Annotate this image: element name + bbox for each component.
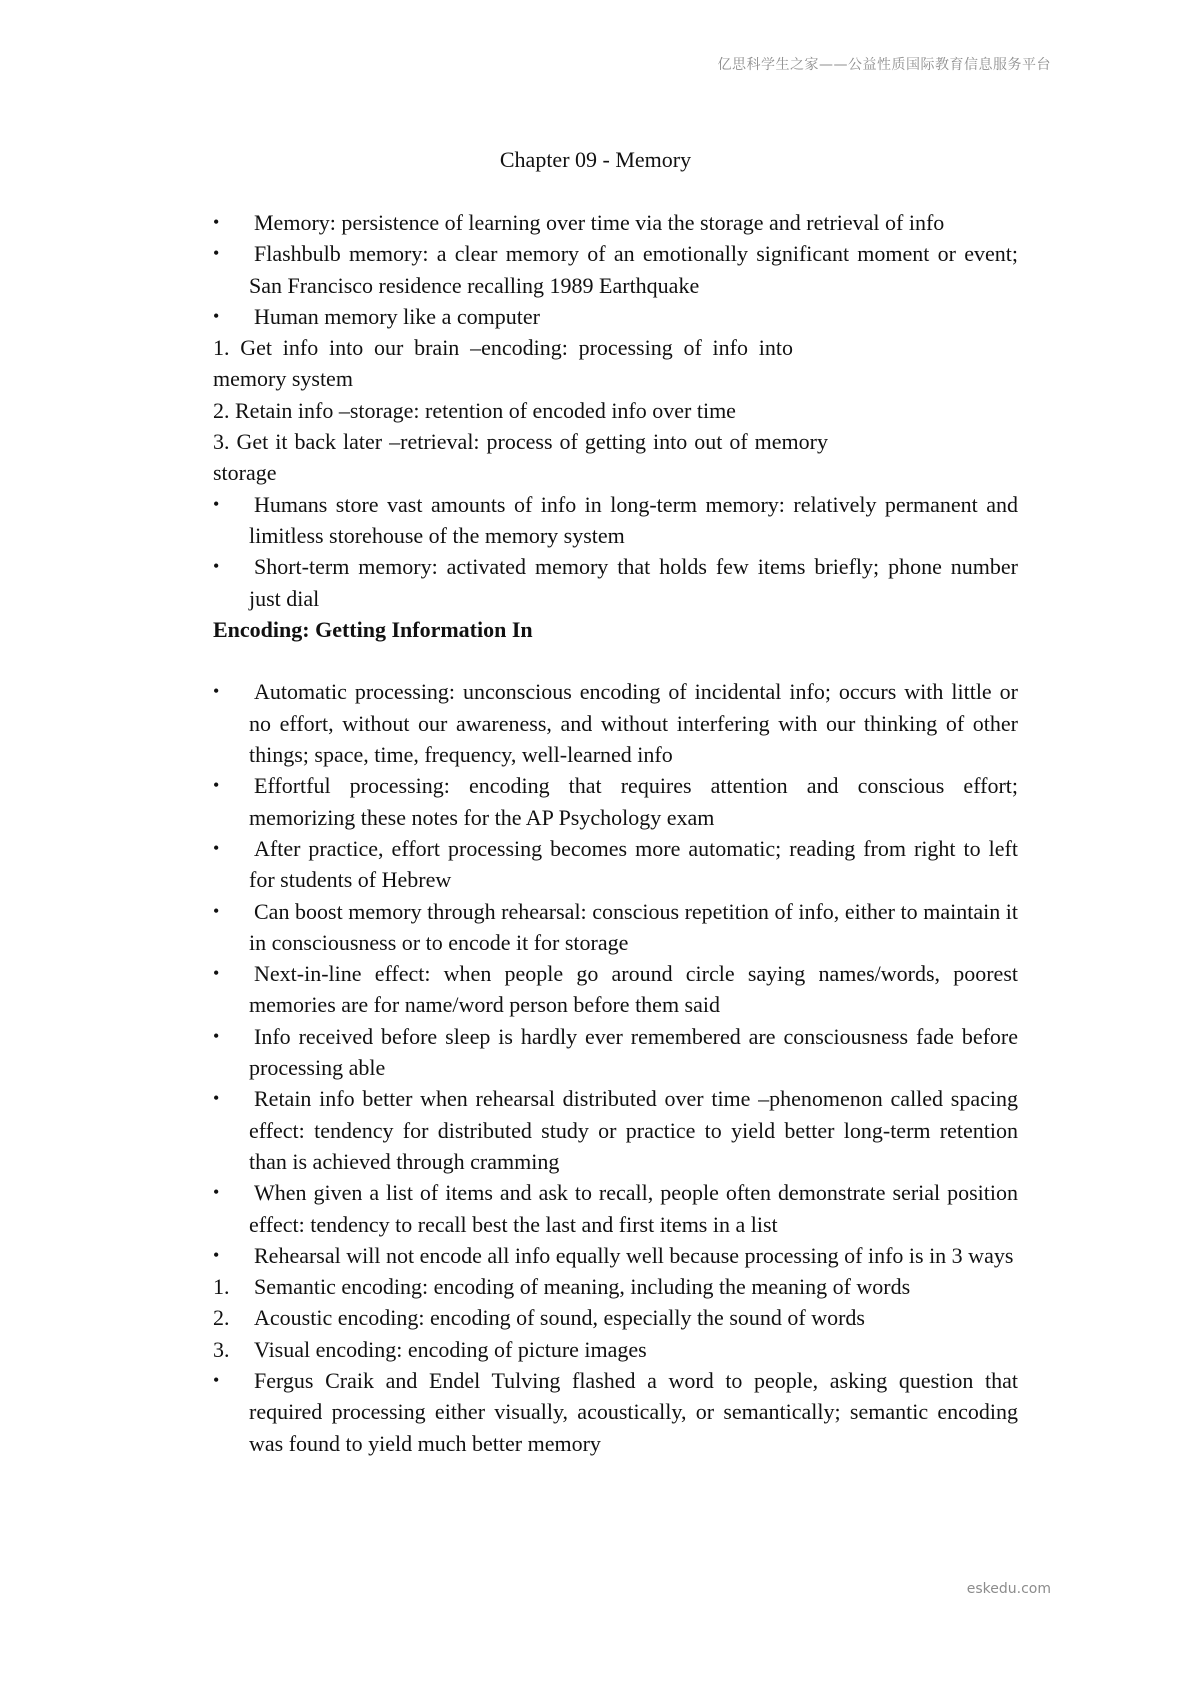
list-item-text: After practice, effort processing becomes more automatic; reading from right to left for students of Hebrew — [249, 835, 1018, 893]
list-item — [213, 1083, 1018, 1177]
bullet-marker: • — [213, 775, 220, 796]
list-item — [213, 1365, 1018, 1459]
list-number: 2. — [213, 1305, 230, 1331]
list-number: 1. — [213, 1274, 230, 1300]
list-item — [213, 833, 1018, 896]
list-item-text: Human memory like a computer — [254, 303, 540, 329]
list-item — [213, 551, 1018, 614]
list-item-text: Acoustic encoding: encoding of sound, especially the sound of words — [254, 1305, 865, 1331]
bullet-marker: • — [213, 212, 220, 232]
numbered-step: 1. Get info into our brain –encoding: processing of info into memory system — [213, 335, 793, 392]
bullet-marker: • — [213, 305, 220, 326]
bullet-marker: • — [213, 493, 220, 514]
document-title: Chapter 09 - Memory — [499, 147, 692, 172]
list-item-text: Effortful processing: encoding that requires attention and conscious effort; memorizing these notes for the AP Psychology exam — [249, 773, 1018, 830]
bullet-marker: • — [213, 963, 220, 984]
numbered-step: 2. Retain info –storage: retention of encoded info over time — [213, 397, 736, 423]
list-item-text: Humans store vast amounts of info in long-term memory: relatively permanent and limitless storehouse of the memory system — [249, 491, 1018, 548]
bullet-marker: • — [213, 1025, 220, 1046]
list-item — [213, 958, 1018, 1021]
bullet-marker: • — [213, 900, 220, 921]
list-item — [213, 1240, 1018, 1271]
list-item — [213, 770, 1018, 833]
bullet-marker: • — [213, 556, 220, 577]
numbered-step: 3. Get it back later –retrieval: process of getting into out of memory storage — [213, 429, 828, 486]
list-item-text: Visual encoding: encoding of picture images — [254, 1336, 647, 1362]
bullet-marker: • — [213, 681, 220, 702]
bullet-marker: • — [213, 1088, 220, 1109]
list-item-text: Automatic processing: unconscious encoding of incidental info; occurs with little or no effort, without our awareness, and without interfering with our thinking of other things; space, time, frequency, well-learned info — [249, 679, 1018, 768]
list-item-text: Semantic encoding: encoding of meaning, including the meaning of words — [254, 1274, 911, 1300]
bullet-marker: • — [213, 1182, 220, 1203]
list-item — [213, 1021, 1018, 1084]
bullet-marker: • — [213, 1244, 220, 1265]
header-site-text: 亿思科学生之家——公益性质国际教育信息服务平台 — [717, 57, 1051, 73]
list-item — [213, 489, 1018, 552]
list-item — [213, 1177, 1018, 1240]
bullet-marker: • — [213, 837, 220, 858]
bullet-marker: • — [213, 243, 220, 264]
list-item — [213, 238, 1018, 301]
section-heading: Encoding: Getting Information In — [213, 616, 533, 642]
list-item-text: Memory: persistence of learning over time via the storage and retrieval of info — [254, 210, 945, 235]
list-item — [213, 676, 1018, 770]
spacer — [213, 645, 1018, 676]
bullet-marker: • — [213, 1369, 220, 1390]
list-item — [213, 207, 1018, 238]
list-item-text: Flashbulb memory: a clear memory of an emotionally significant moment or event; San Francisco residence recalling 1989 Earthquake — [249, 241, 1018, 298]
list-item-text: Info received before sleep is hardly ever remembered are consciousness fade before processing able — [249, 1023, 1018, 1081]
numbered-list-item — [213, 1334, 1018, 1365]
list-item-text: Next-in-line effect: when people go around circle saying names/words, poorest memories are for name/word person before them said — [249, 961, 1018, 1018]
list-item — [213, 301, 1018, 332]
numbered-list-item — [213, 1271, 1018, 1302]
footer-site-text: eskedu.com — [966, 1581, 1051, 1597]
numbered-list-item — [213, 1302, 1018, 1333]
list-item-text: Short-term memory: activated memory that holds few items briefly; phone number just dial — [249, 554, 1018, 611]
list-item-text: Fergus Craik and Endel Tulving flashed a word to people, asking question that required processing either visually, acoustically, or semantically; semantic encoding was found to yield much better memory — [249, 1367, 1018, 1456]
list-item-text: Rehearsal will not encode all info equally well because processing of info is in 3 ways — [254, 1242, 1014, 1268]
list-item — [213, 896, 1018, 959]
list-item-text: When given a list of items and ask to recall, people often demonstrate serial position effect: tendency to recall best the last and first items in a list — [249, 1180, 1018, 1237]
list-number: 3. — [213, 1336, 230, 1362]
list-item-text: Retain info better when rehearsal distributed over time –phenomenon called spacing effect: tendency for distributed study or practice to yield better long-term retention than is achieved through cramming — [249, 1086, 1018, 1174]
document-body — [213, 207, 1018, 1459]
list-item-text: Can boost memory through rehearsal: conscious repetition of info, either to maintain it in consciousness or to encode it for storage — [249, 898, 1018, 955]
